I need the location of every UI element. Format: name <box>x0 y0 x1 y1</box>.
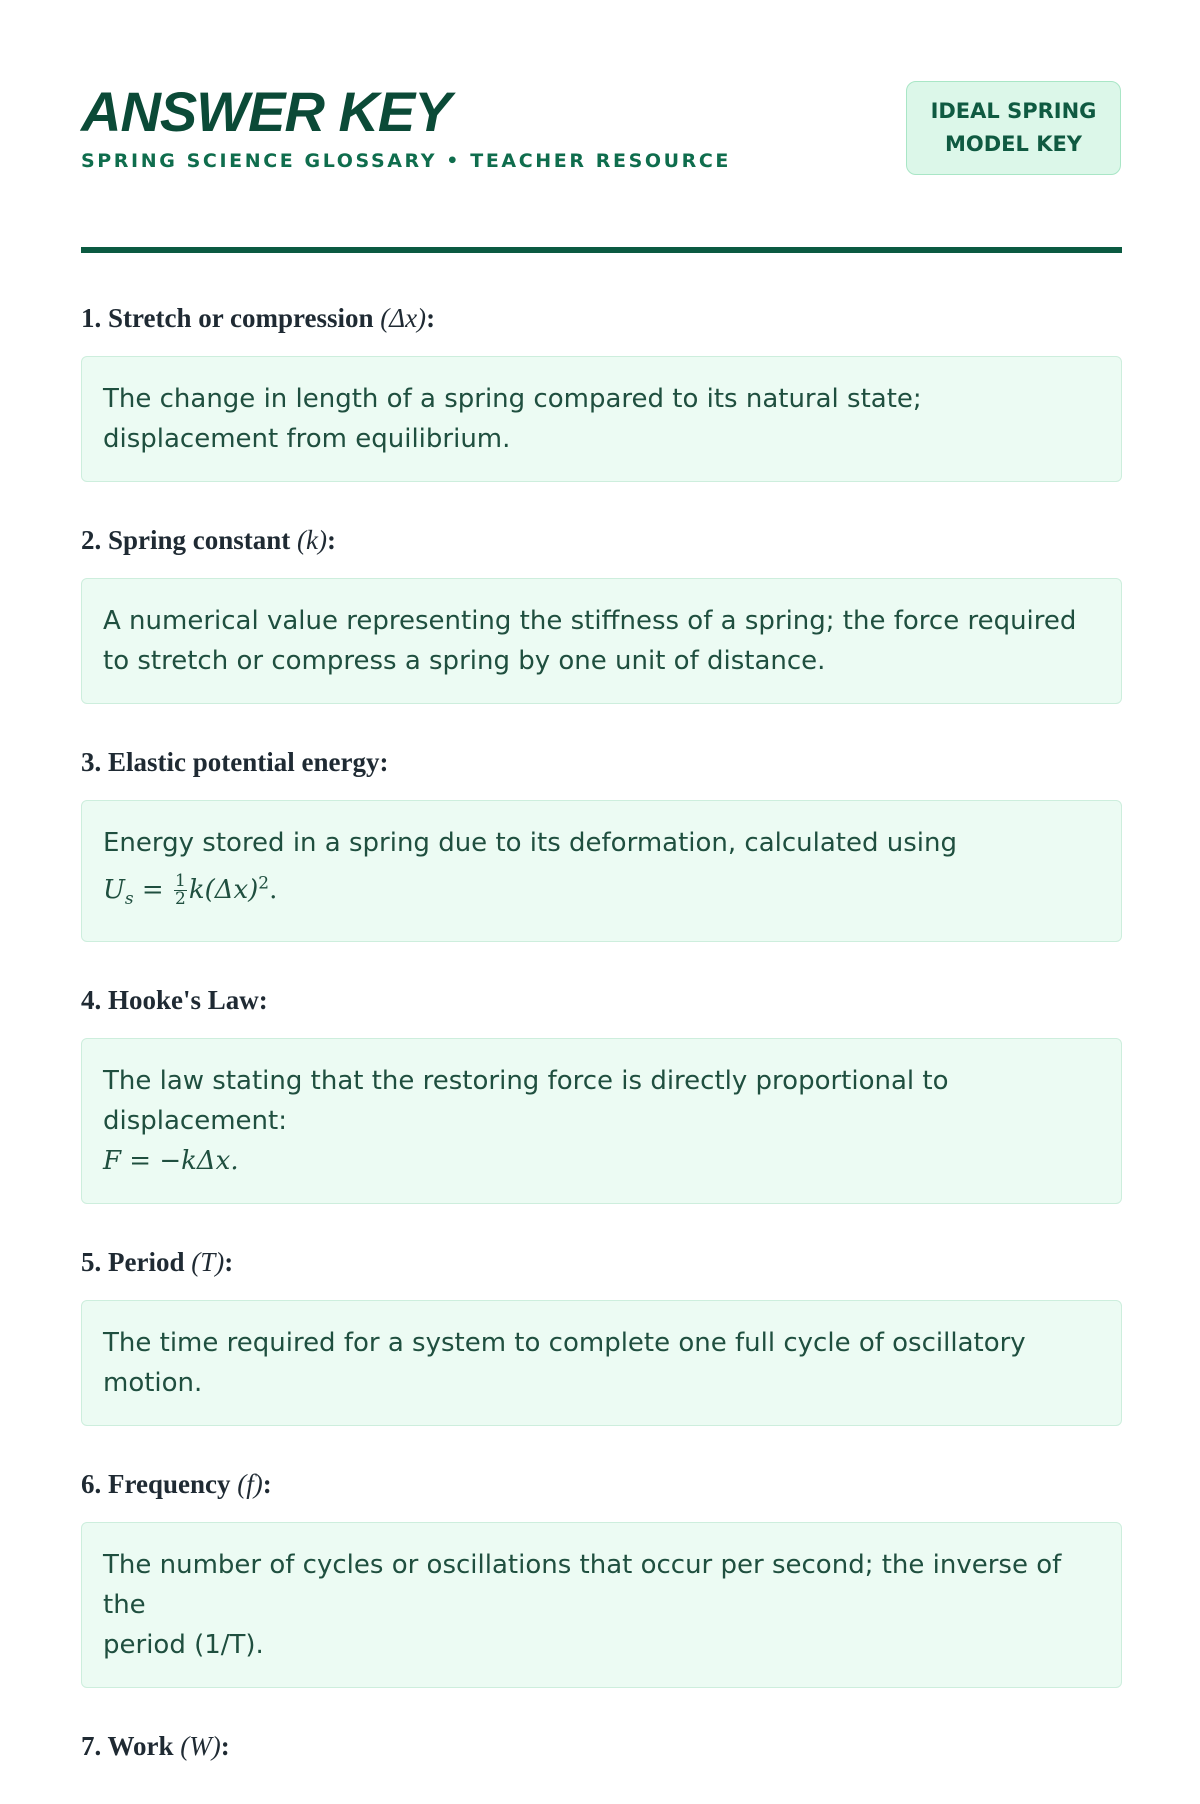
term-name: Stretch or compression <box>108 303 374 333</box>
entry-number: 3. <box>81 747 102 777</box>
badge-line-1: IDEAL SPRING <box>930 99 1097 123</box>
term-symbol: (k) <box>297 525 328 555</box>
term-name: Frequency <box>108 1468 231 1499</box>
definition-text: The time required for a system to complete one full cycle of oscillatory motion. <box>103 1327 1026 1398</box>
formula-lhs: U <box>103 874 125 905</box>
definition-text: The law stating that the restoring force is directly proportional to displacement: <box>103 1065 949 1136</box>
entry-term <box>81 1728 1122 1764</box>
term-name: Period <box>108 1246 185 1277</box>
term-colon: : <box>327 525 337 555</box>
header <box>81 82 731 174</box>
term-symbol: (T) <box>191 1246 225 1277</box>
term-symbol: (f) <box>237 1468 263 1499</box>
fraction-denominator: 2 <box>174 889 186 910</box>
definition-text: A numerical value representing the stiffness of a spring; the force required to stretch or compress a spring by one unit of distance. <box>103 606 1077 676</box>
formula-rhs: k(Δx) <box>188 874 259 905</box>
energy-formula <box>103 871 278 910</box>
glossary-entry-3 <box>81 744 1122 942</box>
term-colon: : <box>224 1246 234 1277</box>
page-subtitle: SPRING SCIENCE GLOSSARY • TEACHER RESOURCE <box>81 150 731 172</box>
entry-definition <box>81 1300 1122 1426</box>
term-name: Elastic potential energy <box>108 747 380 777</box>
entry-number: 2. <box>81 525 102 555</box>
term-symbol: (Δx) <box>380 303 427 333</box>
entry-term <box>81 982 1122 1018</box>
definition-text: The number of cycles or oscillations that occur per second; the inverse of the <box>103 1549 1062 1620</box>
entry-term <box>81 300 1122 336</box>
entry-number: 5. <box>81 1246 102 1277</box>
term-name: Spring constant <box>108 525 291 555</box>
term-colon: : <box>220 1730 230 1761</box>
term-colon: : <box>258 984 268 1015</box>
formula-subscript: s <box>124 888 134 909</box>
hookes-law-formula: F = −kΔx. <box>103 1145 239 1176</box>
entry-definition <box>81 578 1122 704</box>
entry-number: 4. <box>81 984 102 1015</box>
term-colon: : <box>379 747 389 777</box>
fraction-numerator: 1 <box>174 871 186 892</box>
glossary-entry-5 <box>81 1244 1122 1426</box>
definition-text: The change in length of a spring compared to its natural state; displacement from equilibrium. <box>103 384 922 454</box>
term-symbol: (W) <box>180 1730 221 1761</box>
glossary-entry-4 <box>81 982 1122 1204</box>
glossary-entry-7 <box>81 1728 1122 1764</box>
entry-number: 6. <box>81 1468 102 1499</box>
entry-term <box>81 1244 1122 1280</box>
formula-fraction <box>174 873 187 908</box>
entry-number: 1. <box>81 303 102 333</box>
header-divider <box>81 247 1122 253</box>
entry-term <box>81 522 1122 558</box>
period-formula: period (1/T). <box>103 1629 264 1660</box>
entry-term <box>81 744 1122 780</box>
term-name: Work <box>107 1730 174 1761</box>
badge-line-2: MODEL KEY <box>944 132 1083 156</box>
formula-equals: = <box>133 874 172 905</box>
model-badge <box>906 81 1121 175</box>
glossary-entry-6 <box>81 1466 1122 1688</box>
definition-text: Energy stored in a spring due to its deformation, calculated using <box>103 828 957 858</box>
entry-number: 7. <box>81 1730 102 1761</box>
entry-definition <box>81 1522 1122 1688</box>
term-colon: : <box>426 303 436 333</box>
glossary-list <box>81 300 1122 1804</box>
formula-end: . <box>269 874 278 905</box>
glossary-entry-1 <box>81 300 1122 482</box>
page-title: ANSWER KEY <box>81 80 451 143</box>
formula-exponent: 2 <box>258 873 270 893</box>
entry-term <box>81 1466 1122 1502</box>
entry-definition <box>81 1038 1122 1204</box>
glossary-entry-2 <box>81 522 1122 704</box>
term-name: Hooke's Law <box>108 984 259 1015</box>
term-colon: : <box>262 1468 272 1499</box>
entry-definition <box>81 800 1122 942</box>
entry-definition <box>81 356 1122 482</box>
